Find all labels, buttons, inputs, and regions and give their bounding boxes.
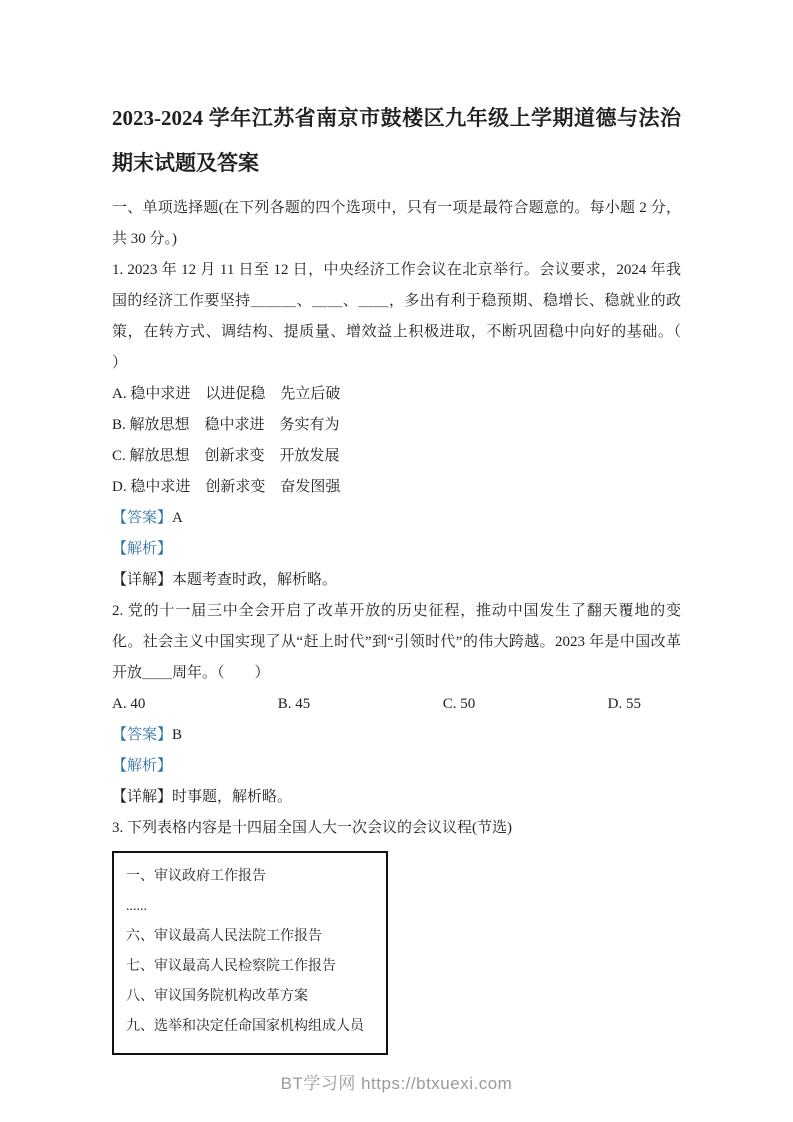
site-footer [0, 1069, 793, 1094]
table-row: 九、选举和决定任命国家机构组成人员 [126, 1019, 364, 1034]
answer-label: 【答案】 [112, 510, 173, 526]
question-2 [112, 596, 681, 813]
detail-text: 本题考查时政，解析略。 [172, 572, 338, 588]
question-2-options [112, 689, 681, 720]
question-2-option-a: A. 40 [112, 696, 146, 712]
question-1-detail-line [112, 565, 681, 596]
question-1-stem: 1. 2023 年 12 月 11 日至 12 日，中央经济工作会议在北京举行。会议要求，2024 年我国的经济工作要坚持＿＿＿、＿＿、＿＿，多出有利于稳预期、稳增长、稳就业的政策，在转方式、调结构、提质量、增效益上积极进取，不断巩固稳中向好的基础。（ ） [112, 262, 712, 371]
question-1-option-a: A. 稳中求进 以进促稳 先立后破 [112, 386, 341, 402]
table-row: 一、审议政府工作报告 [126, 869, 266, 884]
document-title: 2023-2024 学年江苏省南京市鼓楼区九年级上学期道德与法治期末试题及答案 [112, 106, 681, 175]
table-row: 八、审议国务院机构改革方案 [126, 989, 308, 1004]
answer-label: 【答案】 [112, 727, 173, 743]
table-row: 六、审议最高人民法院工作报告 [126, 929, 322, 944]
question-1-answer-line [112, 503, 681, 534]
detail-label: 【详解】 [112, 789, 173, 805]
answer-value: A [172, 510, 183, 526]
section-heading: 一、单项选择题(在下列各题的四个选项中，只有一项是最符合题意的。每小题 2 分，共 30 分。) [112, 200, 681, 247]
question-1-option-d: D. 稳中求进 创新求变 奋发图强 [112, 479, 341, 495]
question-1 [112, 255, 712, 596]
question-2-option-c: C. 50 [442, 696, 476, 712]
question-2-analysis-line [112, 751, 681, 782]
question-1-analysis-line [112, 534, 681, 565]
question-2-option-b: B. 45 [277, 696, 311, 712]
question-2-stem: 2. 党的十一届三中全会开启了改革开放的历史征程，推动中国发生了翻天覆地的变化。社会主义中国实现了从“赶上时代”到“引领时代”的伟大跨越。2023 年是中国改革开放＿＿周年。（ ） [112, 603, 681, 681]
table-row: 七、审议最高人民检察院工作报告 [126, 959, 336, 974]
question-3-stem: 3. 下列表格内容是十四届全国人大一次会议的会议议程(节选) [112, 820, 512, 836]
detail-text: 时事题，解析略。 [172, 789, 293, 805]
answer-value: B [172, 727, 183, 743]
analysis-label: 【解析】 [112, 541, 173, 557]
question-2-option-d: D. 55 [607, 696, 641, 712]
question-1-option-b: B. 解放思想 稳中求进 务实有为 [112, 417, 340, 433]
detail-label: 【详解】 [112, 572, 173, 588]
question-2-detail-line [112, 782, 681, 813]
table-row-ellipsis: ...... [126, 899, 147, 914]
analysis-label: 【解析】 [112, 758, 173, 774]
question-1-option-c: C. 解放思想 创新求变 开放发展 [112, 448, 340, 464]
question-3 [112, 813, 681, 1055]
agenda-table [112, 851, 388, 1055]
site-footer-link[interactable]: BT学习网 https://btxuexi.com [280, 1074, 513, 1093]
question-2-answer-line [112, 720, 681, 751]
